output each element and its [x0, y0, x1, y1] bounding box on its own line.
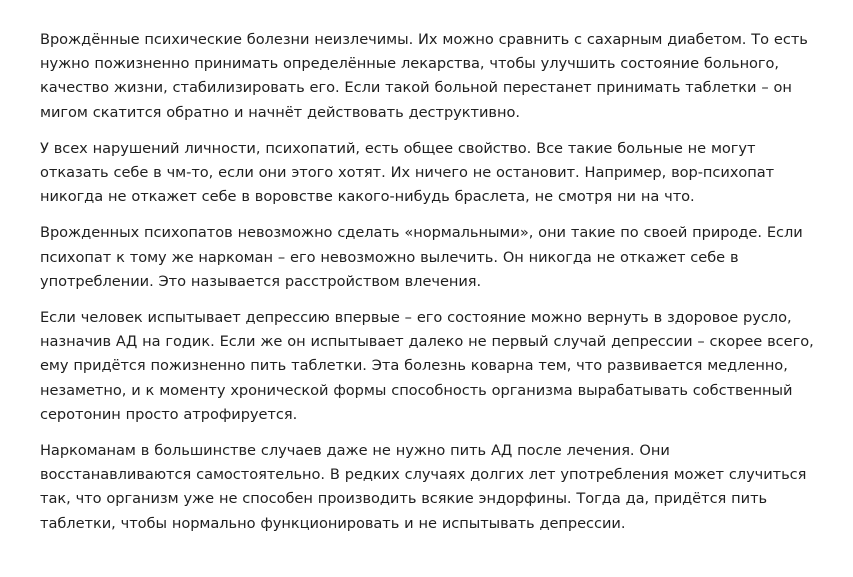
paragraph-1 — [40, 28, 830, 125]
document-body — [40, 28, 830, 548]
text-line: У всех нарушений личности, психопатий, есть общее свойство. Все такие больные не могут — [40, 139, 756, 157]
text-line: Если человек испытывает депрессию впервые – его состояние можно вернуть в здоровое русло, — [40, 309, 792, 327]
text-line: качество жизни, стабилизировать его. Если такой больной перестанет принимать таблетки – он — [40, 79, 792, 97]
text-line: нужно пожизненно принимать определённые лекарства, чтобы улучшить состояние больного, — [40, 55, 780, 73]
paragraph-4 — [40, 306, 830, 427]
paragraph-5 — [40, 439, 830, 536]
text-line: употреблении. Это называется расстройством влечения. — [40, 272, 482, 290]
text-line: никогда не откажет себе в воровстве какого-нибудь браслета, не смотря ни на что. — [40, 188, 695, 206]
text-line: психопат к тому же наркоман – его невозможно вылечить. Он никогда не откажет себе в — [40, 248, 739, 266]
text-line: незаметно, и к моменту хронической формы способность организма вырабатывать собственный — [40, 381, 793, 399]
paragraph-3 — [40, 221, 830, 294]
text-line: назначив АД на годик. Если же он испытывает далеко не первый случай депрессии – скорее всего, — [40, 333, 814, 351]
paragraph-2 — [40, 137, 830, 210]
text-line: Врождённые психические болезни неизлечимы. Их можно сравнить с сахарным диабетом. То есть — [40, 31, 808, 48]
text-line: Врожденных психопатов невозможно сделать «нормальными», они такие по своей природе. Если — [40, 224, 803, 242]
text-line: ему придётся пожизненно пить таблетки. Эта болезнь коварна тем, что развивается медленно, — [40, 357, 788, 375]
text-line: мигом скатится обратно и начнёт действовать деструктивно. — [40, 103, 520, 121]
text-line: отказать себе в чм-то, если они этого хотят. Их ничего не остановит. Например, вор-психопат — [40, 164, 775, 182]
text-line: Наркоманам в большинстве случаев даже не нужно пить АД после лечения. Они — [40, 442, 670, 460]
text-line: восстанавливаются самостоятельно. В редких случаях долгих лет употребления может случиться — [40, 466, 807, 484]
text-line: так, что организм уже не способен производить всякие эндорфины. Тогда да, придётся пить — [40, 490, 768, 508]
text-line: серотонин просто атрофируется. — [40, 405, 298, 423]
text-line: таблетки, чтобы нормально функционировать и не испытывать депрессии. — [40, 514, 626, 532]
